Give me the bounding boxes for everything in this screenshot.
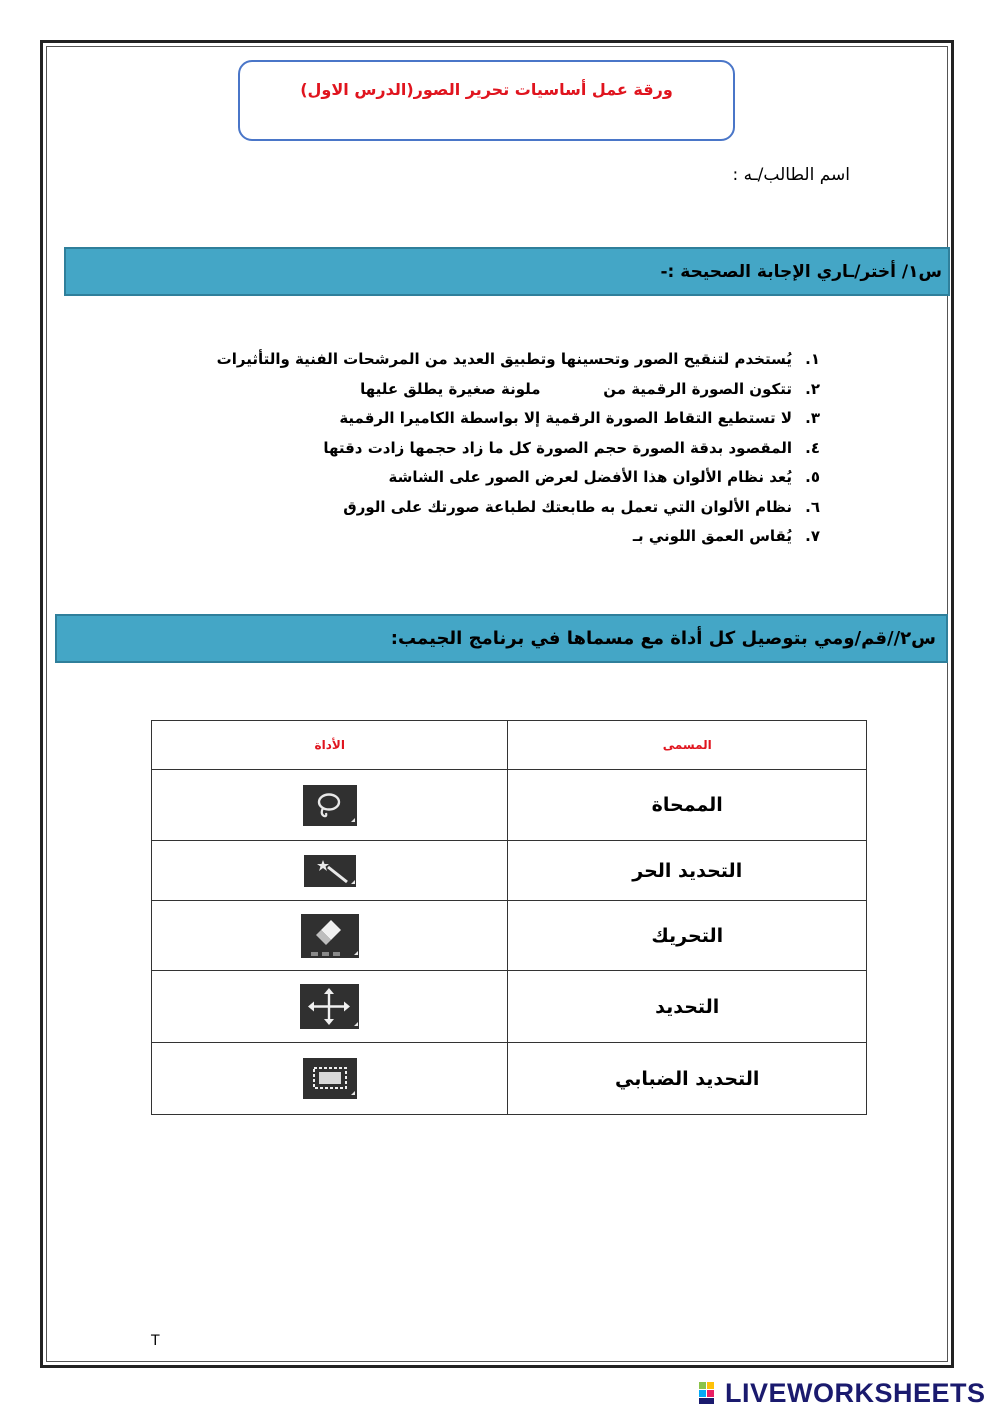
rectangle-select-icon[interactable] [303,1058,357,1099]
list-item: ٦.نظام الألوان التي تعمل به طابعتك لطباعة صورتك على الورق [343,497,820,516]
question2-heading-bar [55,614,948,663]
tool-cell[interactable] [152,770,508,841]
list-item: ٧.يُقاس العمق اللوني بـ [632,527,820,545]
title-box [238,60,735,141]
tool-name: الممحاة [508,770,867,841]
question1-heading-bar [64,247,950,296]
tool-name: التحديد الحر [508,841,867,901]
student-name-label: اسم الطالب/ـه : [732,165,850,185]
tools-table [151,720,867,1115]
eraser-icon[interactable] [301,914,359,958]
column-header-tool: الأداة [152,721,508,770]
question2-heading: س٢//قم/ومي بتوصيل كل أداة مع مسماها في برنامج الجيمب: [390,628,936,649]
tool-cell[interactable] [152,1043,508,1115]
tool-name: التحديد الضبابي [508,1043,867,1115]
list-item: ١.يُستخدم لتنقيح الصور وتحسينها وتطبيق العديد من المرشحات الفنية والتأثيرات [216,350,820,368]
tool-name: التحديد [508,971,867,1043]
worksheet-title: ورقة عمل أساسيات تحرير الصور(الدرس الاول) [300,80,673,99]
move-arrows-icon[interactable] [300,984,359,1029]
column-header-name: المسمى [508,721,867,770]
lasso-select-icon[interactable] [303,785,357,826]
table-row [152,841,867,901]
list-item: ٤.المقصود بدقة الصورة حجم الصورة كل ما زاد حجمها زادت دقتها [323,438,820,457]
magic-wand-icon[interactable] [304,855,356,887]
page-inner-border [46,46,948,1362]
list-item: ٥.يُعد نظام الألوان هذا الأفضل لعرض الصور على الشاشة [388,468,820,486]
tool-cell[interactable] [152,971,508,1043]
table-header-row [152,721,867,770]
list-item: ٢.تتكون الصورة الرقمية من ملونة صغيرة يطلق عليها [360,379,820,398]
tool-cell[interactable] [152,841,508,901]
footer-mark: T [151,1333,160,1349]
question1-list [217,345,820,552]
liveworksheets-logo-icon [698,1380,722,1406]
liveworksheets-logo[interactable] [698,1376,986,1410]
table-row [152,1043,867,1115]
list-item: ٣.لا تستطيع التقاط الصورة الرقمية إلا بواسطة الكاميرا الرقمية [339,409,820,427]
table-row [152,770,867,841]
tool-name: التحريك [508,901,867,971]
table-row [152,971,867,1043]
tool-cell[interactable] [152,901,508,971]
question1-heading: س١/ أختر/ـاري الإجابة الصحيحة :- [660,261,942,282]
table-row [152,901,867,971]
brand-text: LIVEWORKSHEETS [725,1377,986,1408]
